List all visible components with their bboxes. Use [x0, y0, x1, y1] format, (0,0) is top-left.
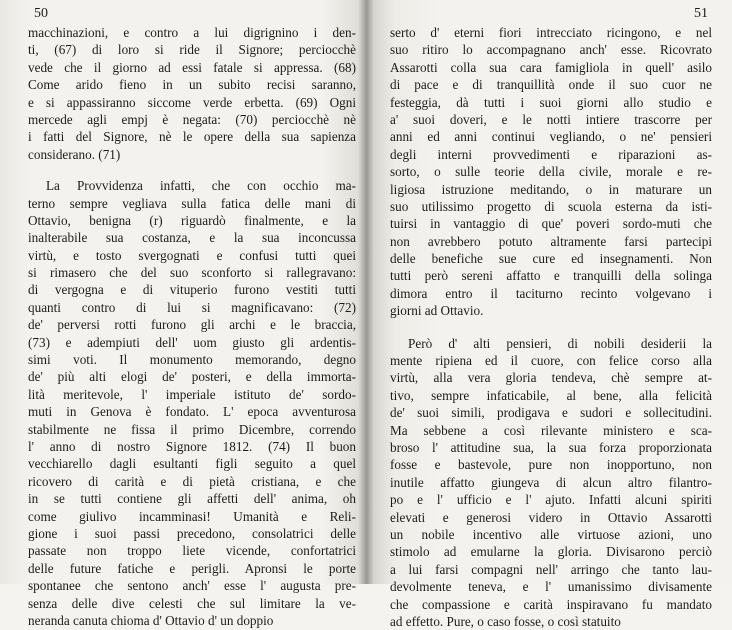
text-line: lità meritevole, l' imperiale istituto de' sordo-	[28, 386, 356, 402]
text-line: elevati e generosi videro in Ottavio Assarotti	[390, 509, 712, 525]
text-line: stimolo ad emularne la gloria. Divisarono perciò	[390, 544, 712, 560]
right-paragraph-2	[390, 335, 712, 630]
left-paragraph-1	[28, 24, 356, 163]
text-line: non avrebbero potuto altramente farsi partecipi	[390, 233, 712, 249]
text-line: come giulivo incamminasi! Umanità e Reli-	[28, 508, 356, 524]
page-number-right: 51	[694, 6, 708, 21]
text-line: tutti però sereni affatto e tranquilli della solinga	[390, 268, 712, 284]
text-line: virtù, e tosto svergognati e confusi tutti quei	[28, 247, 356, 263]
text-line: delle future fatiche e perigli. Apronsi le porte	[28, 560, 356, 576]
text-line: tuirsi in vantaggio di que' poveri sordo-muti che	[390, 216, 712, 232]
text-line: i fatti del Signore, nè le opere della sua sapienza	[28, 129, 356, 145]
text-line: stabilmente ne fissa il primo Dicembre, correndo	[28, 421, 356, 437]
text-line: a lui farsi compagni nell' arringo che tanto lau-	[390, 561, 712, 577]
text-line: senza delle dive celesti che sul limitare la ve-	[28, 595, 356, 611]
text-line: di vergogna e di vituperio furono vestiti tutti	[28, 282, 356, 298]
book-gutter	[358, 0, 374, 584]
text-line: de' perversi rotti furono gli archi e le braccia,	[28, 317, 356, 333]
right-paragraph-1	[390, 24, 712, 320]
text-line: simi voti. Il monumento memorando, degno	[28, 352, 356, 368]
left-page	[0, 0, 366, 628]
text-line: spontanee che sentono anch' esse l' augusta pre-	[28, 578, 356, 594]
text-line: si rimasero che del suo sconforto si rallegravano:	[28, 265, 356, 281]
text-line: mente ripiena ed il cuore, con felice corso alla	[390, 353, 712, 369]
text-line: tivo, sempre infaticabile, al bene, alla felicità	[390, 387, 712, 403]
text-line: devolmente teneva, e l' umanissimo divisamente	[390, 579, 712, 595]
text-line: un nobile incentivo alle virtuose azioni, uno	[390, 526, 712, 542]
text-line: La Provvidenza infatti, che con occhio ma-	[46, 178, 356, 194]
text-line: ligiosa istruzione meditando, o in maturare un	[390, 181, 712, 197]
text-line: Ottavio, benigna (r) riguardò finalmente, e la	[28, 212, 356, 228]
text-line: quanti contro di lui si magnificavano: (72)	[28, 299, 356, 315]
text-line: suo ritiro lo accompagnano anch' esse. Ricovrato	[390, 42, 712, 58]
text-line: vede che il giorno ad essi fatale si appressa. (68)	[28, 59, 356, 75]
text-line: macchinazioni, e contro a lui digrignino i den-	[28, 25, 356, 40]
text-line: ricovero di carità e di pietà cristiana, e che	[28, 473, 356, 489]
text-line: sorto, o sulle teorie della civile, morale e re-	[390, 164, 712, 180]
text-line: (73) e adempiuti dell' uom giusto gli ardentis-	[28, 334, 356, 350]
text-line: ad effetto. Pure, o caso fosse, o così statuito	[390, 613, 621, 629]
text-line: broso l' attitudine sua, la sua forza proporzionata	[390, 439, 712, 455]
text-line: giorni ad Ottavio.	[390, 303, 484, 319]
text-line: dimora entro il taciturno recinto volgevano i	[390, 285, 712, 301]
text-line: serto d' eterni fiori intrecciato ricingono, e nel	[390, 25, 712, 40]
text-line: de' suoi simili, prodigava e sudori e sollecitudini.	[390, 405, 712, 421]
text-line: delle benefiche sue cure ed insegnamenti. Non	[390, 251, 712, 267]
text-line: a' suoi doveri, e le notti intiere trascorre per	[390, 111, 712, 127]
text-line: e si appassiranno siccome verde erbetta. (69) Ogni	[28, 94, 356, 110]
text-line: gione i suoi passi precedono, consolatrici delle	[28, 525, 356, 541]
text-line: festeggia, dà tutti i suoi giorni allo studio e	[390, 94, 712, 110]
text-line: mercede agli empj è negata: (70) perciocchè nè	[28, 111, 356, 127]
page-number-left: 50	[34, 6, 48, 21]
text-line: che compassione e carità inspiravano fu mandato	[390, 596, 712, 612]
text-line: virtù, alla vera gloria tendeva, chè sempre at-	[390, 370, 712, 386]
text-line: suo utilissimo progetto di scuola esterna da isti-	[390, 198, 712, 214]
text-line: neranda canuta chioma d' Ottavio d' un doppio	[28, 612, 274, 628]
text-line: fosse e bastevole, pure non inopportuno, non	[390, 457, 712, 473]
text-line: Come arido fieno in un subito recisi saranno,	[28, 77, 356, 93]
text-line: in se tutti contiene gli affetti dell' anima, oh	[28, 491, 356, 507]
text-line: inalterabile sua costanza, e la sua inconcussa	[28, 230, 356, 246]
text-line: considerano. (71)	[28, 146, 121, 162]
text-line: Però d' alti pensieri, di nobili desiderii la	[408, 335, 712, 351]
text-line: de' più alti elogi de' posteri, e della immorta-	[28, 369, 356, 385]
left-paragraph-2	[28, 177, 356, 629]
text-line: di pace e di tranquillità onde il suo cuor ne	[390, 77, 712, 93]
text-line: degli interni provvedimenti e riparazioni as-	[390, 146, 712, 162]
text-line: Assarotti colla sua cara famigliola in quell' asilo	[390, 59, 712, 75]
text-line: passate non troppo liete vicende, confortatrici	[28, 543, 356, 559]
text-line: inutile affatto giungeva di alcun altro filantro-	[390, 474, 712, 490]
text-line: ti, (67) di loro si ride il Signore; perciocchè	[28, 42, 356, 58]
right-page	[366, 0, 732, 629]
text-line: Ma sebbene a così rilevante ministero e sca-	[390, 422, 712, 438]
text-line: vecchiarello dagli esultanti figli seguito a quel	[28, 456, 356, 472]
text-line: anni ed anni continui vegliando, o ne' pensieri	[390, 129, 712, 145]
text-line: l' anno di nostro Signore 1812. (74) Il buon	[28, 438, 356, 454]
text-line: terno sempre vegliava sulla fatica delle mani di	[28, 195, 356, 211]
text-line: muti in Genova è fondato. L' epoca avventurosa	[28, 404, 356, 420]
text-line: po e l' ufficio e l' ajuto. Infatti alcuni spiriti	[390, 492, 712, 508]
